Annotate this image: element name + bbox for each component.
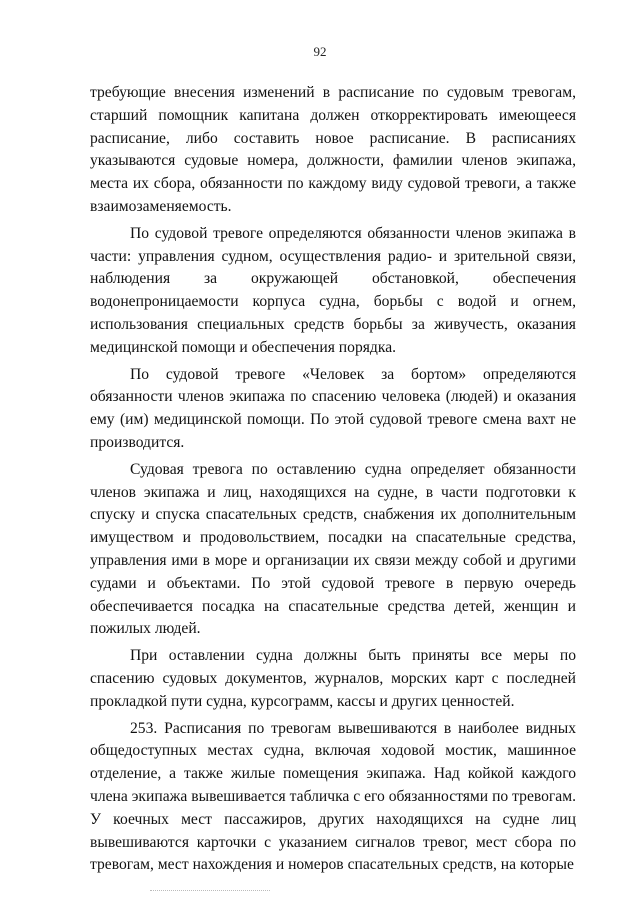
paragraph-clause-253: 253. Расписания по тревогам вывешиваются в наиболее видных общедоступных местах судна, включая ходовой мостик, машинное отделение, а также жилые помещения экипажа. Над койкой каждого члена экипажа вывешивается табличка с его обязанностями по тревогам. У коечных мест пассажиров, других находящихся на судне лиц вывешиваются карточки с указанием сигналов тревог, мест сбора по тревогам, мест нахождения и номеров спасательных средств, на которые — [90, 719, 576, 874]
paragraph-man-overboard: По судовой тревоге «Человек за бортом» определяются обязанности членов экипажа по спасению человека (людей) и оказания ему (им) медицинской помощи. По этой судовой тревоге смена вахт не производится. — [90, 365, 576, 451]
paragraph-abandon-ship: Судовая тревога по оставлению судна определяет обязанности членов экипажа и лиц, находящихся на судне, в части подготовки к спуску и спуска спасательных средств, снабжения их дополнительным имуществом и продовольствием, посадки на спасательные средства, управления ими в море и организации их связи между собой и другими судами и объектами. По этой судовой тревоге в первую очередь обеспечивается посадка на спасательные средства детей, женщин и пожилых людей. — [90, 460, 576, 638]
paragraph-continuation: требующие внесения изменений в расписание по судовым тревогам, старший помощник капитана должен откорректировать имеющееся расписание, либо составить новое расписание. В расписаниях указываются судовые номера, должности, фамилии членов экипажа, места их сбора, обязанности по каждому виду судовой тревоги, а также взаимозаменяемость. — [90, 84, 576, 215]
bottom-divider — [150, 890, 270, 891]
paragraph-documents-rescue: При оставлении судна должны быть приняты все меры по спасению судовых документов, журналов, морских карт с последней прокладкой пути судна, курсограмм, кассы и других ценностей. — [90, 647, 576, 710]
document-body — [90, 82, 576, 881]
page-number: 92 — [313, 44, 327, 59]
paragraph-duties-general-alarm: По судовой тревоге определяются обязанности членов экипажа в части: управления судном, осуществления радио- и зрительной связи, наблюдения за окружающей обстановкой, обеспечения водонепроницаемости корпуса судна, борьбы с водой и огнем, использования специальных средств борьбы за живучесть, оказания медицинской помощи и обеспечения порядка. — [90, 224, 576, 356]
